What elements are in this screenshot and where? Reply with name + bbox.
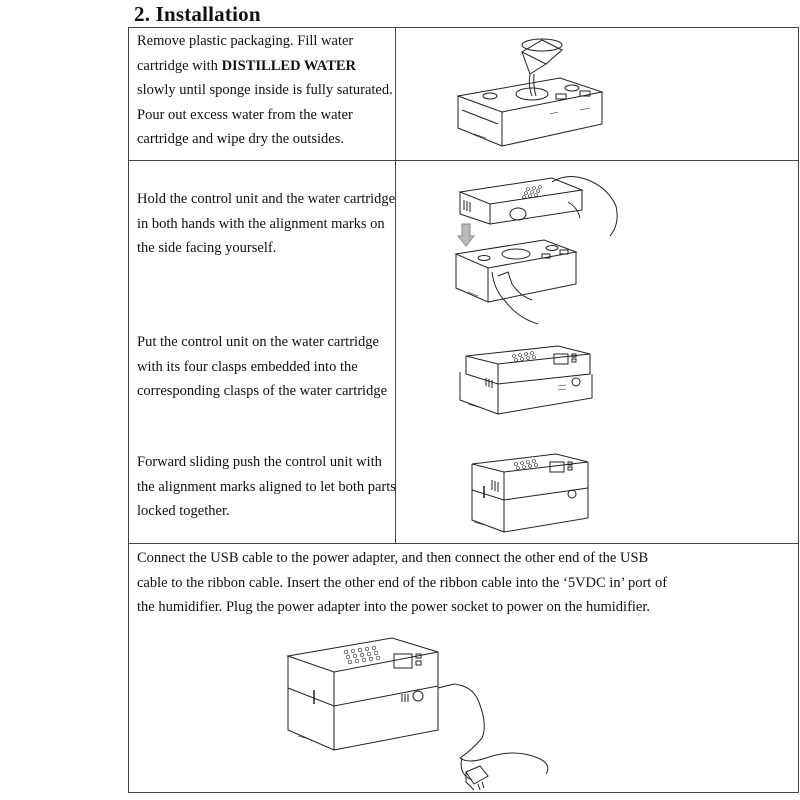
step-1-line-2 bbox=[137, 54, 393, 79]
pour-water-illustration bbox=[450, 34, 610, 152]
step-4-line-2: the alignment marks aligned to let both parts bbox=[137, 478, 396, 495]
section-heading: 2. Installation bbox=[134, 2, 261, 26]
step-3-text bbox=[137, 330, 387, 404]
step-1-line-2-prefix: cartridge with bbox=[137, 57, 222, 74]
stacked-units-illustration bbox=[458, 342, 598, 422]
final-step-line-1: Connect the USB cable to the power adapter, and then connect the other end of the USB bbox=[137, 550, 649, 566]
locked-units-illustration bbox=[464, 450, 598, 536]
step-1-line-1: Remove plastic packaging. Fill water bbox=[137, 33, 354, 49]
final-step-line-2: cable to the ribbon cable. Insert the other end of the ribbon cable into the ‘5VDC in’ port of bbox=[137, 574, 668, 591]
step-3-line-1: Put the control unit on the water cartridge bbox=[137, 334, 379, 350]
step-1-line-4: Pour out excess water from the water bbox=[137, 106, 353, 123]
final-step-line-3: the humidifier. Plug the power adapter into the power socket to power on the humidifier. bbox=[137, 599, 651, 615]
power-connection-illustration bbox=[282, 634, 582, 790]
step-2-line-2: in both hands with the alignment marks on bbox=[137, 215, 385, 232]
final-step-text bbox=[137, 546, 792, 620]
step-2-line-1: Hold the control unit and the water cartridge bbox=[137, 191, 396, 207]
step-1-text bbox=[137, 29, 393, 152]
step-4-line-1: Forward sliding push the control unit with bbox=[137, 454, 382, 470]
hold-units-illustration bbox=[448, 172, 626, 332]
step-2-text bbox=[137, 187, 395, 261]
distilled-water-emphasis: DISTILLED WATER bbox=[221, 57, 357, 74]
step-4-text bbox=[137, 450, 396, 524]
step-2-line-3: the side facing yourself. bbox=[137, 240, 277, 256]
step-1-line-5: cartridge and wipe dry the outsides. bbox=[137, 131, 344, 147]
step-3-line-2: with its four clasps embedded into the bbox=[137, 358, 358, 375]
step-1-line-3: slowly until sponge inside is fully saturated. bbox=[137, 82, 393, 98]
step-4-line-3: locked together. bbox=[137, 503, 230, 519]
row-divider-2 bbox=[128, 543, 799, 544]
row-divider-1 bbox=[128, 160, 799, 161]
step-3-line-3: corresponding clasps of the water cartridge bbox=[137, 383, 388, 399]
